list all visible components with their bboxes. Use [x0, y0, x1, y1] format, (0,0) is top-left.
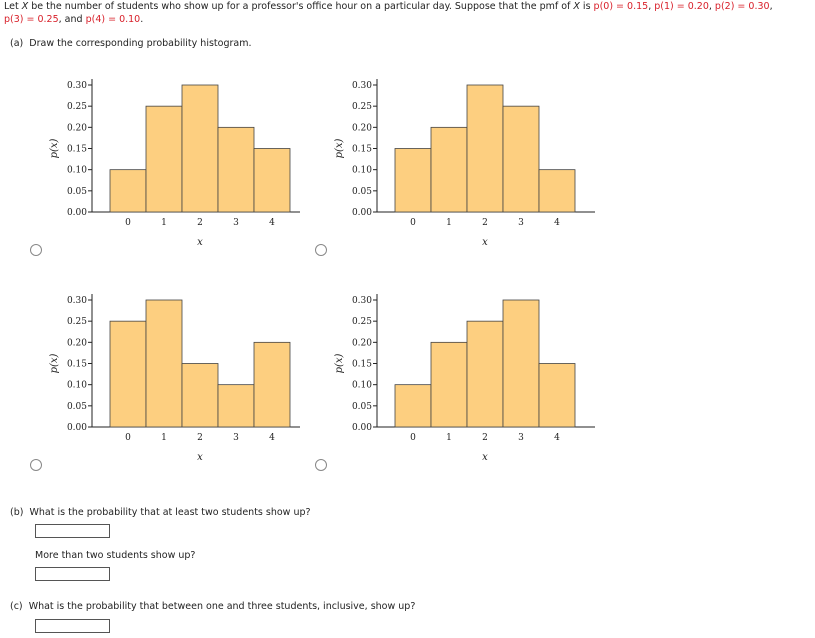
intro-text: ,: [648, 1, 655, 12]
answer-one-to-three-input[interactable]: [35, 619, 110, 633]
intro-text: Let: [4, 1, 22, 12]
y-tick-label: 0.20: [66, 123, 87, 134]
y-tick-label: 0.05: [351, 401, 372, 412]
y-tick-label: 0.10: [351, 380, 372, 391]
y-tick-label: 0.25: [351, 317, 372, 328]
y-tick-label: 0.05: [66, 401, 87, 412]
histogram-bar: [467, 321, 503, 427]
intro-text: .: [140, 14, 144, 25]
y-tick-label: 0.00: [351, 208, 372, 218]
intro-text: be the number of students who show up for a professor's office hour on a particular day. Suppose that the pmf of: [28, 1, 574, 12]
y-tick-label: 0.00: [66, 423, 87, 433]
y-tick-label: 0.15: [351, 359, 372, 370]
y-tick-label: 0.30: [351, 296, 372, 306]
intro-text: ,: [769, 1, 773, 12]
y-tick-label: 0.25: [351, 102, 372, 113]
y-tick-label: 0.10: [66, 165, 87, 176]
histogram-bar: [503, 300, 539, 427]
pmf-value: p(4) = 0.10: [85, 14, 141, 25]
histogram-bar: [467, 85, 503, 212]
y-tick-label: 0.25: [66, 102, 87, 113]
histogram-option-4: [325, 285, 605, 475]
question-text: What is the probability that at least two students show up?: [29, 507, 311, 518]
y-tick-label: 0.15: [351, 144, 372, 155]
y-tick-label: 0.30: [66, 81, 87, 91]
part-a-question: [10, 38, 251, 49]
question-text: Draw the corresponding probability histogram.: [29, 38, 252, 49]
x-tick-label: 4: [554, 218, 560, 228]
x-tick-label: 2: [482, 433, 488, 443]
pmf-value: p(1) = 0.20: [654, 1, 709, 12]
y-tick-label: 0.20: [351, 123, 372, 134]
x-axis-label: x: [197, 452, 203, 463]
y-tick-label: 0.05: [351, 186, 372, 197]
histogram-bar: [431, 127, 467, 212]
x-tick-label: 2: [197, 433, 203, 443]
y-tick-label: 0.30: [66, 296, 87, 306]
histogram-bar: [218, 127, 254, 212]
x-tick-label: 4: [554, 433, 560, 443]
histogram-bar: [254, 149, 290, 213]
x-tick-label: 0: [410, 218, 416, 228]
part-b-question: [10, 507, 311, 518]
question-text: What is the probability that between one and three students, inclusive, show up?: [28, 601, 416, 612]
y-axis-label: p(x): [334, 353, 345, 374]
part-c-question: [10, 601, 415, 612]
x-tick-label: 1: [161, 218, 167, 228]
option-2-radio[interactable]: [315, 244, 327, 256]
x-tick-label: 4: [269, 218, 275, 228]
option-3-radio[interactable]: [30, 459, 42, 471]
y-tick-label: 0.20: [351, 338, 372, 349]
x-tick-label: 1: [446, 433, 452, 443]
histogram-bar: [503, 106, 539, 212]
y-axis-label: p(x): [49, 353, 60, 374]
histogram-option-1: [40, 70, 300, 260]
histogram-option-3: [40, 285, 300, 475]
x-tick-label: 2: [482, 218, 488, 228]
histogram-bar: [110, 170, 146, 212]
variable-x: X: [21, 1, 29, 12]
x-tick-label: 3: [518, 433, 524, 443]
y-tick-label: 0.10: [351, 165, 372, 176]
problem-statement: [4, 0, 812, 26]
x-tick-label: 3: [233, 433, 239, 443]
histogram-bar: [395, 149, 431, 213]
part-label: (c): [10, 601, 23, 612]
y-tick-label: 0.00: [66, 208, 87, 218]
y-tick-label: 0.10: [66, 380, 87, 391]
histogram-bar: [431, 342, 467, 427]
y-tick-label: 0.20: [66, 338, 87, 349]
histogram-option-2: [325, 70, 605, 260]
histogram-bar: [539, 364, 575, 428]
x-tick-label: 3: [518, 218, 524, 228]
x-axis-label: x: [482, 452, 488, 463]
x-tick-label: 0: [125, 218, 131, 228]
y-tick-label: 0.00: [351, 423, 372, 433]
histogram-bar: [218, 385, 254, 427]
histogram-bar: [182, 364, 218, 428]
part-label: (a): [10, 38, 24, 49]
histogram-bar: [182, 85, 218, 212]
x-tick-label: 1: [161, 433, 167, 443]
x-tick-label: 1: [446, 218, 452, 228]
y-axis-label: p(x): [334, 138, 345, 159]
intro-text: is: [579, 1, 594, 12]
y-tick-label: 0.05: [66, 186, 87, 197]
y-tick-label: 0.15: [66, 144, 87, 155]
histogram-bar: [395, 385, 431, 427]
option-1-radio[interactable]: [30, 244, 42, 256]
y-tick-label: 0.25: [66, 317, 87, 328]
x-tick-label: 4: [269, 433, 275, 443]
pmf-value: p(3) = 0.25: [4, 14, 59, 25]
answer-at-least-two-input[interactable]: [35, 524, 110, 538]
y-axis-label: p(x): [49, 138, 60, 159]
pmf-value: p(2) = 0.30: [714, 1, 770, 12]
answer-more-than-two-input[interactable]: [35, 567, 110, 581]
x-tick-label: 0: [410, 433, 416, 443]
option-4-radio[interactable]: [315, 459, 327, 471]
x-axis-label: x: [197, 237, 203, 248]
part-label: (b): [10, 507, 24, 518]
histogram-bar: [254, 342, 290, 427]
x-tick-label: 2: [197, 218, 203, 228]
x-axis-label: x: [482, 237, 488, 248]
x-tick-label: 0: [125, 433, 131, 443]
y-tick-label: 0.30: [351, 81, 372, 91]
pmf-value: p(0) = 0.15: [593, 1, 649, 12]
histogram-bar: [110, 321, 146, 427]
variable-x: X: [573, 1, 580, 12]
part-b-subquestion: More than two students show up?: [35, 550, 196, 561]
histogram-bar: [146, 106, 182, 212]
histogram-bar: [146, 300, 182, 427]
y-tick-label: 0.15: [66, 359, 87, 370]
histogram-bar: [539, 170, 575, 212]
x-tick-label: 3: [233, 218, 239, 228]
intro-text: , and: [58, 14, 86, 25]
intro-text: ,: [708, 1, 715, 12]
